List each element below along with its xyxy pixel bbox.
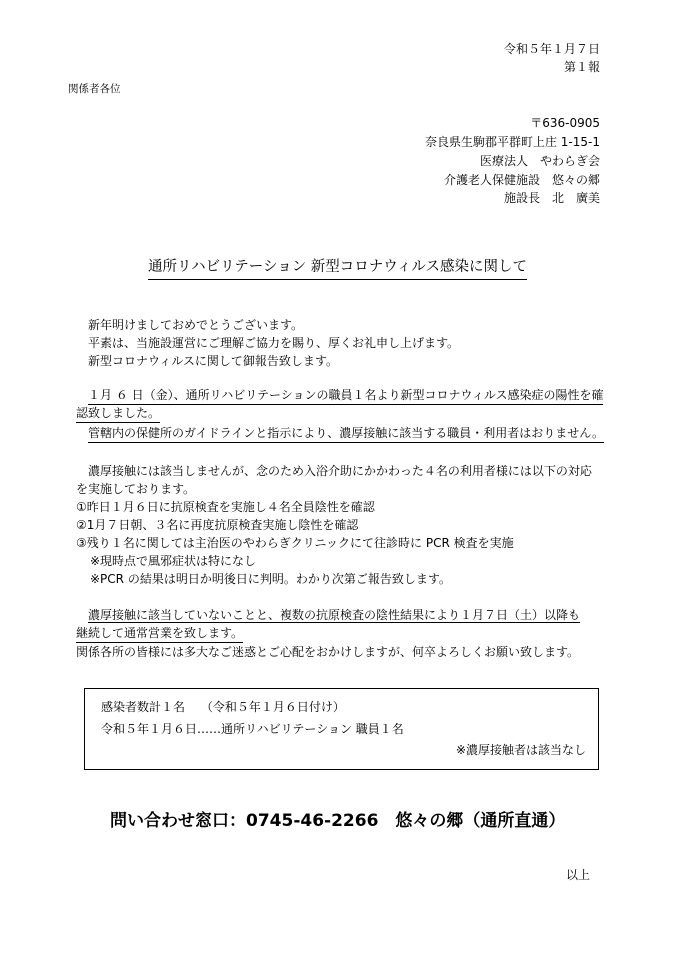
response-note-2: ※PCR の結果は明日か明後日に判明。わかり次第ご報告致します。 <box>90 572 451 586</box>
response-intro-1: 濃厚接触には該当しませんが、念のため入浴介助にかかわった４名の利用者様には以下の対応 <box>88 464 592 478</box>
document-date: 令和５年１月７日 <box>503 42 600 56</box>
sender-postal-code: 〒636-0905 <box>530 116 600 130</box>
greeting-line-1: 新年明けましておめでとうございます。 <box>88 318 304 332</box>
summary-line-1: 感染者数計１名 （令和５年１月６日付け） <box>101 700 345 714</box>
closing-line-3: 関係各所の皆様には多大なご迷惑とご心配をおかけしますが、何卒よろしくお願い致します。 <box>76 645 580 659</box>
response-note-1: ※現時点で風邪症状は特になし <box>90 554 257 568</box>
document-title: 通所リハビリテーション 新型コロナウィルス感染に関して <box>148 256 527 280</box>
report-number: 第１報 <box>563 60 600 74</box>
response-item-1: ①昨日１月６日に抗原検査を実施し４名全員陰性を確認 <box>76 500 375 514</box>
report-line-2: 認致しました。 <box>76 404 160 423</box>
closing-mark: 以上 <box>565 868 590 882</box>
response-item-3: ③残り１名に関しては主治医のやわらぎクリニックにて往診時に PCR 検査を実施 <box>76 536 514 550</box>
sender-facility: 介護老人保健施設 悠々の郷 <box>443 173 600 187</box>
report-line-3: 管轄内の保健所のガイドラインと指示により、濃厚接触に該当する職員・利用者はおりません。 <box>88 424 604 443</box>
contact-info: 問い合わせ窓口：0745-46-2266 悠々の郷（通所直通） <box>110 811 566 831</box>
closing-line-1 <box>88 606 580 624</box>
summary-box <box>84 688 599 770</box>
response-intro-2: を実施しております。 <box>76 482 196 496</box>
report-line-1: １月 ６ 日（金）、通所リハビリテーションの職員１名より新型コロナウィルス感染症の陽性を確 <box>88 386 603 405</box>
sender-director: 施設長 北 廣美 <box>503 191 600 205</box>
closing-line-1-text: 濃厚接触に該当していないことと、複数の抗原検査の陰性結果により１月７日（土）以降も <box>88 608 581 622</box>
greeting-line-3: 新型コロナウィルスに関して御報告致します。 <box>88 354 338 368</box>
greeting-line-2: 平素は、当施設運営にご理解ご協力を賜り、厚くお礼申し上げます。 <box>88 336 460 350</box>
summary-line-3: ※濃厚接触者は該当なし <box>455 743 586 757</box>
addressee: 関係者各位 <box>68 83 121 95</box>
closing-line-2: 継続して通常営業を致します。 <box>76 624 243 643</box>
response-item-2: ②1月７日朝、３名に再度抗原検査実施し陰性を確認 <box>76 518 359 532</box>
summary-line-2: 令和５年１月６日‥‥‥通所リハビリテーション 職員１名 <box>101 722 404 736</box>
sender-address: 奈良県生駒郡平群町上庄 1-15-1 <box>424 135 600 149</box>
sender-corporation: 医療法人 やわらぎ会 <box>479 154 600 168</box>
